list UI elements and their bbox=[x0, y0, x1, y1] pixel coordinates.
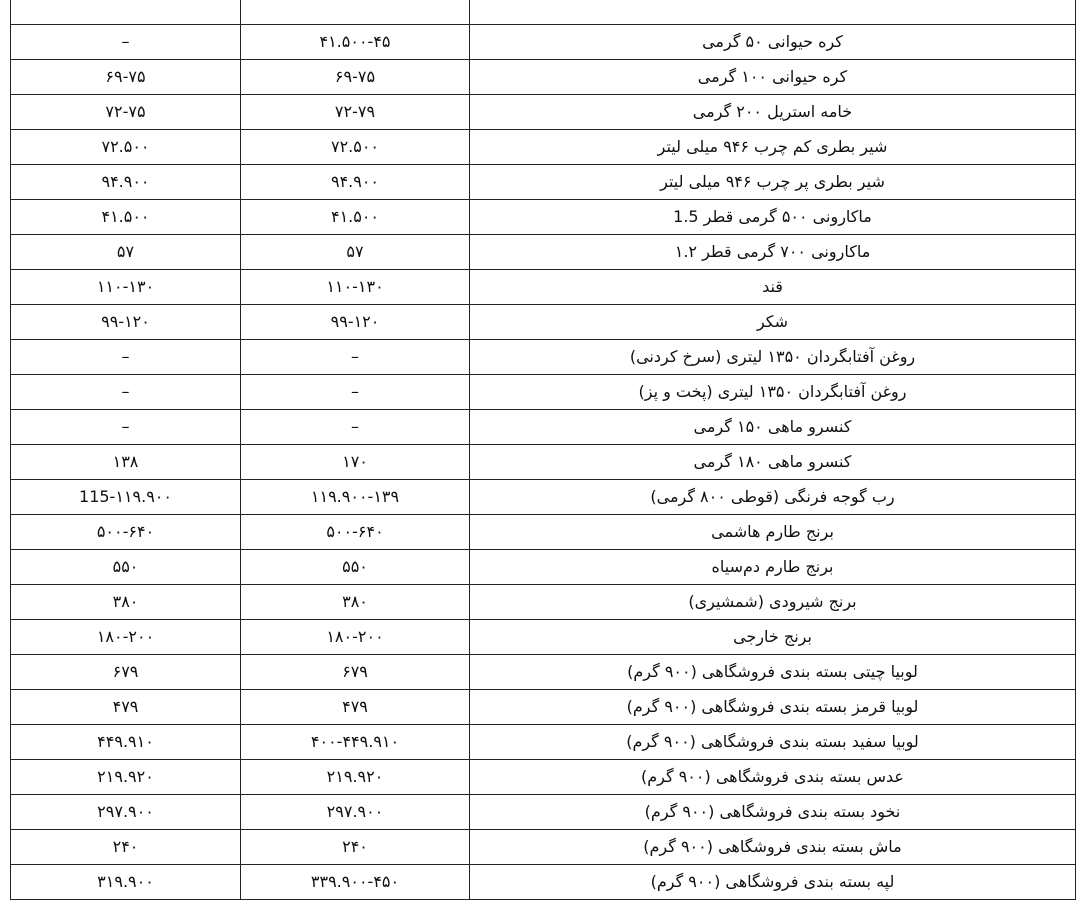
product-name-cell: شکر bbox=[470, 305, 1076, 340]
table-row bbox=[11, 515, 1076, 550]
table-row bbox=[11, 60, 1076, 95]
table-row bbox=[11, 130, 1076, 165]
product-name-cell: عدس بسته بندی فروشگاهی (۹۰۰ گرم) bbox=[470, 760, 1076, 795]
price-cell-a: ۹۴.۹۰۰ bbox=[11, 165, 241, 200]
table-row bbox=[11, 550, 1076, 585]
table-row bbox=[11, 95, 1076, 130]
product-name-cell: ماش بسته بندی فروشگاهی (۹۰۰ گرم) bbox=[470, 830, 1076, 865]
table-row bbox=[11, 375, 1076, 410]
product-name-cell: شیر بطری کم چرب ۹۴۶ میلی لیتر bbox=[470, 130, 1076, 165]
price-cell-a: – bbox=[11, 25, 241, 60]
table-row bbox=[11, 305, 1076, 340]
price-cell-a: ۳۱۹.۹۰۰ bbox=[11, 865, 241, 900]
price-cell-b: ۱۱۰-۱۳۰ bbox=[241, 270, 470, 305]
price-cell-b: ۲۹۷.۹۰۰ bbox=[241, 795, 470, 830]
price-cell-a: ۶۹-۷۵ bbox=[11, 60, 241, 95]
price-cell-a: – bbox=[11, 410, 241, 445]
product-name-cell: کنسرو ماهی ۱۸۰ گرمی bbox=[470, 445, 1076, 480]
price-cell-b: ۷۲-۷۹ bbox=[241, 95, 470, 130]
price-cell-a: ۷۲-۷۵ bbox=[11, 95, 241, 130]
price-cell-a: ۷۲.۵۰۰ bbox=[11, 130, 241, 165]
price-cell-a: ۵۵۰ bbox=[11, 550, 241, 585]
table-row bbox=[11, 340, 1076, 375]
product-name-cell: قند bbox=[470, 270, 1076, 305]
table-row bbox=[11, 795, 1076, 830]
price-cell-b: ۹۴.۹۰۰ bbox=[241, 165, 470, 200]
price-cell-a: ۲۴۰ bbox=[11, 830, 241, 865]
price-cell-b: – bbox=[241, 410, 470, 445]
price-cell-b: ۵۷ bbox=[241, 235, 470, 270]
product-name-cell: رب گوجه فرنگی (قوطی ۸۰۰ گرمی) bbox=[470, 480, 1076, 515]
table-row bbox=[11, 655, 1076, 690]
table-row bbox=[11, 0, 1076, 25]
product-name-cell: روغن آفتابگردان ۱۳۵۰ لیتری (سرخ کردنی) bbox=[470, 340, 1076, 375]
price-cell-a: ۵۷ bbox=[11, 235, 241, 270]
product-name-cell: شیر بطری پر چرب ۹۴۶ میلی لیتر bbox=[470, 165, 1076, 200]
product-name-cell: نخود بسته بندی فروشگاهی (۹۰۰ گرم) bbox=[470, 795, 1076, 830]
price-cell-b: ۹۹-۱۲۰ bbox=[241, 305, 470, 340]
table-row bbox=[11, 585, 1076, 620]
table-row bbox=[11, 690, 1076, 725]
price-cell-b: ۶۹-۷۵ bbox=[241, 60, 470, 95]
price-table-container bbox=[10, 0, 1074, 900]
product-name-cell: ماکارونی ۵۰۰ گرمی قطر 1.5 bbox=[470, 200, 1076, 235]
product-name-cell: کنسرو ماهی ۱۵۰ گرمی bbox=[470, 410, 1076, 445]
price-cell-a: – bbox=[11, 340, 241, 375]
product-name-cell: لوبیا سفید بسته بندی فروشگاهی (۹۰۰ گرم) bbox=[470, 725, 1076, 760]
price-cell-a: 115-۱۱۹.۹۰۰ bbox=[11, 480, 241, 515]
table-row bbox=[11, 200, 1076, 235]
table-row bbox=[11, 25, 1076, 60]
price-cell-a: ۱۱۰-۱۳۰ bbox=[11, 270, 241, 305]
price-cell-a: ۴۷۹ bbox=[11, 690, 241, 725]
price-cell-b: ۳۳۹.۹۰۰-۴۵۰ bbox=[241, 865, 470, 900]
table-row bbox=[11, 830, 1076, 865]
price-table bbox=[10, 0, 1076, 900]
table-row bbox=[11, 270, 1076, 305]
product-name-cell: برنج طارم دم‌سیاه bbox=[470, 550, 1076, 585]
price-cell-a: ۲۹۷.۹۰۰ bbox=[11, 795, 241, 830]
table-row bbox=[11, 620, 1076, 655]
table-row bbox=[11, 165, 1076, 200]
price-cell-b: ۱۸۰-۲۰۰ bbox=[241, 620, 470, 655]
price-cell-a: ۱۸۰-۲۰۰ bbox=[11, 620, 241, 655]
product-name-cell: برنج شیرودی (شمشیری) bbox=[470, 585, 1076, 620]
price-cell-a: – bbox=[11, 375, 241, 410]
price-cell-b: ۱۷۰ bbox=[241, 445, 470, 480]
price-cell-b: ۵۵۰ bbox=[241, 550, 470, 585]
price-cell-b: ۴۷۹ bbox=[241, 690, 470, 725]
price-cell-b: ۱۱۹.۹۰۰-۱۳۹ bbox=[241, 480, 470, 515]
product-name-cell: روغن آفتابگردان ۱۳۵۰ لیتری (پخت و پز) bbox=[470, 375, 1076, 410]
price-cell-b bbox=[241, 0, 470, 25]
price-cell-a bbox=[11, 0, 241, 25]
price-cell-a: ۴۴۹.۹۱۰ bbox=[11, 725, 241, 760]
price-cell-b: ۴۱.۵۰۰ bbox=[241, 200, 470, 235]
price-cell-b: ۴۱.۵۰۰-۴۵ bbox=[241, 25, 470, 60]
price-cell-a: ۹۹-۱۲۰ bbox=[11, 305, 241, 340]
table-row bbox=[11, 410, 1076, 445]
price-cell-b: ۶۷۹ bbox=[241, 655, 470, 690]
price-cell-b: ۵۰۰-۶۴۰ bbox=[241, 515, 470, 550]
product-name-cell: لوبیا قرمز بسته بندی فروشگاهی (۹۰۰ گرم) bbox=[470, 690, 1076, 725]
table-row bbox=[11, 480, 1076, 515]
price-cell-b: ۷۲.۵۰۰ bbox=[241, 130, 470, 165]
product-name-cell: برنج طارم هاشمی bbox=[470, 515, 1076, 550]
price-cell-a: ۱۳۸ bbox=[11, 445, 241, 480]
product-name-cell: کره حیوانی ۵۰ گرمی bbox=[470, 25, 1076, 60]
price-cell-a: ۵۰۰-۶۴۰ bbox=[11, 515, 241, 550]
price-cell-b: ۳۸۰ bbox=[241, 585, 470, 620]
price-cell-b: ۲۱۹.۹۲۰ bbox=[241, 760, 470, 795]
price-cell-a: ۶۷۹ bbox=[11, 655, 241, 690]
table-row bbox=[11, 235, 1076, 270]
table-row bbox=[11, 760, 1076, 795]
table-row bbox=[11, 865, 1076, 900]
price-cell-b: ۴۰۰-۴۴۹.۹۱۰ bbox=[241, 725, 470, 760]
table-row bbox=[11, 445, 1076, 480]
product-name-cell: خامه استریل ۲۰۰ گرمی bbox=[470, 95, 1076, 130]
product-name-cell: کره حیوانی ۱۰۰ گرمی bbox=[470, 60, 1076, 95]
product-name-cell: برنج خارجی bbox=[470, 620, 1076, 655]
price-table-body bbox=[11, 0, 1076, 900]
price-cell-a: ۲۱۹.۹۲۰ bbox=[11, 760, 241, 795]
price-cell-b: – bbox=[241, 340, 470, 375]
price-cell-a: ۴۱.۵۰۰ bbox=[11, 200, 241, 235]
price-cell-b: ۲۴۰ bbox=[241, 830, 470, 865]
price-cell-a: ۳۸۰ bbox=[11, 585, 241, 620]
product-name-cell: لوبیا چیتی بسته بندی فروشگاهی (۹۰۰ گرم) bbox=[470, 655, 1076, 690]
product-name-cell bbox=[470, 0, 1076, 25]
table-row bbox=[11, 725, 1076, 760]
product-name-cell: ماکارونی ۷۰۰ گرمی قطر ۱.۲ bbox=[470, 235, 1076, 270]
price-cell-b: – bbox=[241, 375, 470, 410]
product-name-cell: لپه بسته بندی فروشگاهی (۹۰۰ گرم) bbox=[470, 865, 1076, 900]
